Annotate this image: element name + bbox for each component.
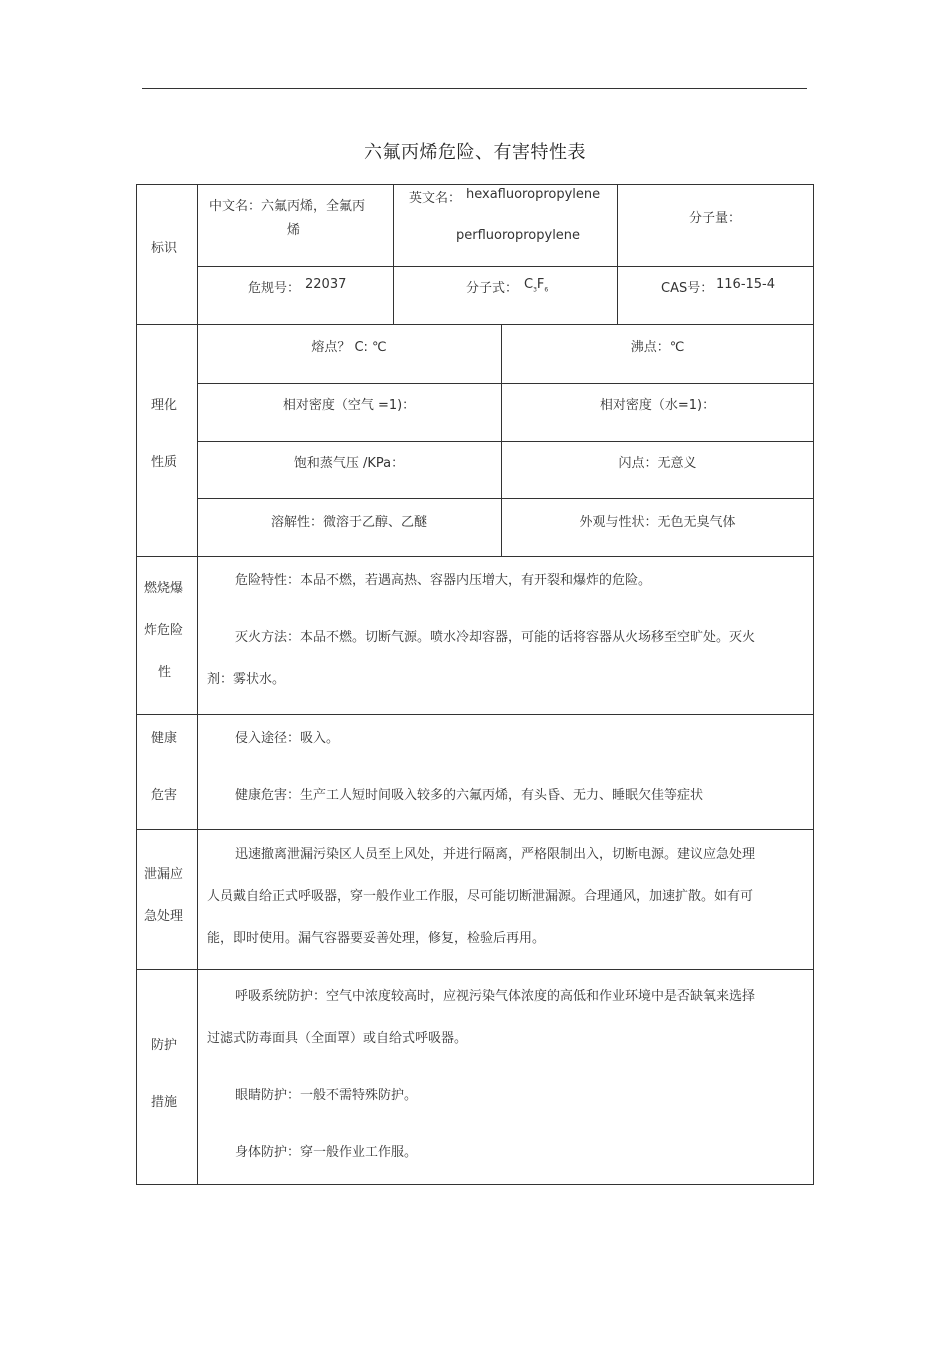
cell-divider — [393, 184, 394, 324]
fire-method-2: 剂：雾状水。 — [207, 672, 286, 687]
eye-protection: 眼睛防护：一般不需特殊防护。 — [235, 1088, 418, 1103]
fire-method-1: 灭火方法：本品不燃。切断气源。喷水冷却容器，可能的话将容器从火场移至空旷处。灭火 — [235, 630, 756, 645]
molecular-formula — [524, 277, 548, 294]
section-divider — [136, 324, 814, 325]
appearance: 外观与性状：无色无臭气体 — [579, 515, 736, 530]
row-divider — [197, 441, 814, 442]
hazard-code-label: 危规号： — [248, 281, 301, 296]
section-label-fire-2: 炸危险 — [144, 623, 184, 638]
row-divider — [197, 266, 814, 267]
fire-hazard: 危险特性：本品不燃，若遇高热、容器内压增大，有开裂和爆炸的危险。 — [235, 573, 652, 588]
formula-label: 分子式： — [466, 281, 519, 296]
cell-divider — [617, 184, 618, 324]
formula-f-sub: 6 — [544, 286, 549, 294]
english-name-label: 英文名： — [409, 191, 462, 206]
formula-f: F — [536, 277, 545, 292]
flash-point: 闪点：无意义 — [618, 456, 697, 471]
leak-text-1: 迅速撤离泄漏污染区人员至上风处，并进行隔离，严格限制出入，切断电源。建议应急处理 — [235, 847, 756, 862]
respiratory-protection-1: 呼吸系统防护：空气中浓度较高时，应视污染气体浓度的高低和作业环境中是否缺氧来选择 — [235, 989, 756, 1004]
label-column-divider — [197, 184, 198, 1185]
section-label-health-1: 健康 — [151, 731, 178, 746]
cas-label: CAS号： — [661, 281, 714, 296]
respiratory-protection-2: 过滤式防毒面具（全面罩）或自给式呼吸器。 — [207, 1031, 468, 1046]
density-air: 相对密度（空气 =1)： — [282, 398, 416, 413]
formula-c: C — [524, 277, 534, 292]
section-label-physchem-1: 理化 — [151, 398, 178, 413]
section-label-fire-3: 性 — [158, 665, 172, 680]
solubility: 溶解性：微溶于乙醇、乙醚 — [270, 515, 427, 530]
boiling-point: 沸点：℃ — [630, 340, 685, 355]
row-divider — [197, 498, 814, 499]
section-label-leak-2: 急处理 — [144, 909, 184, 924]
section-label-protection-2: 措施 — [151, 1095, 178, 1110]
hazard-code-value: 22037 — [305, 277, 347, 292]
molecular-weight: 分子量： — [689, 211, 742, 226]
density-water: 相对密度（水=1)： — [599, 398, 716, 413]
chinese-name: 中文名：六氟丙烯，全氟丙 — [209, 199, 366, 214]
section-label-health-2: 危害 — [151, 788, 178, 803]
section-label-leak-1: 泄漏应 — [144, 867, 184, 882]
section-label-identification: 标识 — [151, 241, 178, 256]
health-hazard: 健康危害：生产工人短时间吸入较多的六氟丙烯，有头昏、无力、睡眠欠佳等症状 — [235, 788, 704, 803]
section-divider — [136, 714, 814, 715]
section-divider — [136, 829, 814, 830]
section-divider — [136, 969, 814, 970]
leak-text-3: 能，即时使用。漏气容器要妥善处理，修复，检验后再用。 — [207, 931, 546, 946]
header-rule — [142, 88, 807, 89]
leak-text-2: 人员戴自给正式呼吸器，穿一般作业工作服，尽可能切断泄漏源。合理通风，加速扩散。如有可 — [207, 889, 754, 904]
row-divider — [197, 383, 814, 384]
page-title: 六氟丙烯危险、有害特性表 — [364, 142, 586, 163]
melting-point: 熔点？ C: ℃ — [311, 340, 387, 355]
chinese-name-cont: 烯 — [287, 223, 301, 238]
english-name-1: hexafluoropropylene — [466, 187, 601, 202]
section-divider — [136, 556, 814, 557]
body-protection: 身体防护：穿一般作业工作服。 — [235, 1145, 418, 1160]
health-route: 侵入途径：吸入。 — [235, 731, 340, 746]
section-label-protection-1: 防护 — [151, 1038, 178, 1053]
section-label-fire-1: 燃烧爆 — [144, 581, 184, 596]
english-name-2: perfluoropropylene — [456, 228, 581, 243]
cas-value: 116-15-4 — [716, 277, 776, 292]
section-label-physchem-2: 性质 — [151, 455, 178, 470]
formula-c-sub: 3 — [533, 286, 537, 294]
vapor-pressure: 饱和蒸气压 /KPa： — [293, 456, 405, 471]
